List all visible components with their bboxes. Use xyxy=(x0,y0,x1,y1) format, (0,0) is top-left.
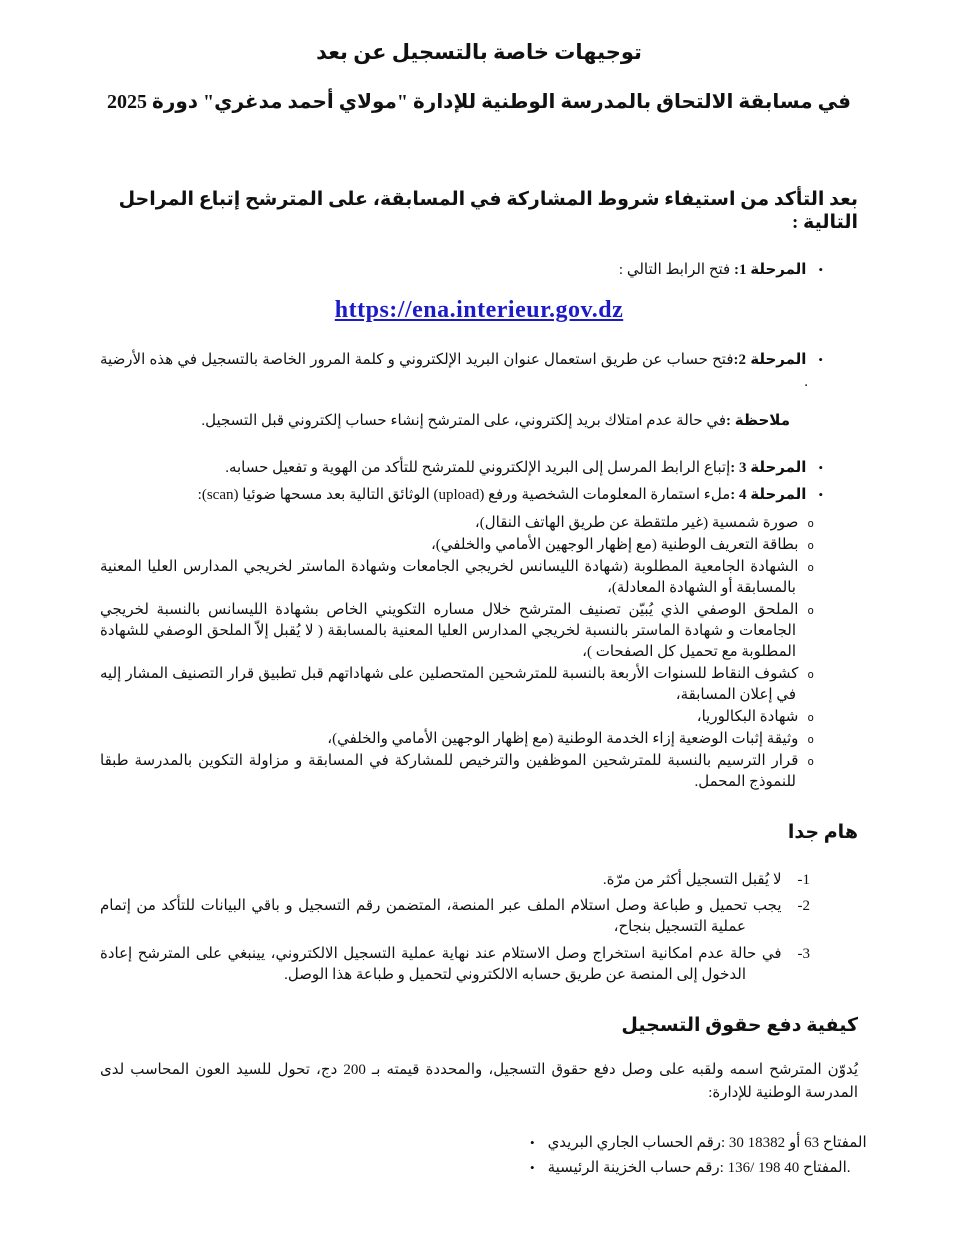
stage-4-label: المرحلة 4 : xyxy=(730,487,807,504)
document-item-degree xyxy=(100,557,814,599)
document-item-supplement xyxy=(100,600,814,663)
important-item-3 xyxy=(100,944,810,987)
stage-3-text: إتباع الرابط المرسل إلى البريد الإلكتروني للمترشح للتأكد من الهوية و تفعيل حسابه. xyxy=(225,460,731,477)
stage-2-item xyxy=(100,350,823,393)
document-item-national-service xyxy=(100,729,814,750)
document-item-text: كشوف النقاط للسنوات الأربعة بالنسبة للمترشحين المتحصلين على شهاداتهم قبل تطبيق قرار التصنيف المشار إليه في إعلان المسابقة، xyxy=(100,665,799,703)
important-item-text: في حالة عدم امكانية استخراج وصل الاستلام عند نهاية عملية التسجيل الالكتروني، يينبغي على المترشح إعادة الدخول إلى المنصة عن طريق حسابه الالكتروني لتحميل و طباعة هذا الوصل. xyxy=(100,945,782,983)
document-item-photo xyxy=(100,513,814,534)
list-number: 3- xyxy=(797,945,810,962)
stage-1-label: المرحلة 1: xyxy=(733,262,807,278)
documents-list xyxy=(100,513,814,793)
stages-list-2 xyxy=(100,350,823,393)
stage-4-text: ملء استمارة المعلومات الشخصية ورفع (upload) الوثائق التالية بعد مسحها ضوئيا (scan): xyxy=(197,487,731,504)
circle-bullet-icon: o xyxy=(807,732,814,746)
important-item-2 xyxy=(100,896,810,939)
circle-bullet-icon: o xyxy=(807,516,814,530)
stage-2-label: المرحلة 2: xyxy=(733,352,807,369)
document-item-text: الشهادة الجامعية المطلوبة (شهادة الليسانس لخريجي الجامعات وشهادة الماستر لخريجي المدارس العليا المعنية بالمسابقة أو الشهادة المعادلة)، xyxy=(100,558,799,596)
payment-heading: كيفية دفع حقوق التسجيل xyxy=(621,1015,858,1037)
bullet-icon: • xyxy=(530,1159,535,1175)
document-item-bac xyxy=(100,707,814,728)
stage-1-text: فتح الرابط التالي : xyxy=(618,262,734,278)
bullet-icon: • xyxy=(818,262,823,277)
account-item-treasury xyxy=(530,1157,858,1180)
note-text: في حالة عدم امتلاك بريد إلكتروني، على المترشح إنشاء حساب إلكتروني قبل التسجيل. xyxy=(201,412,727,429)
stage-2-text: فتح حساب عن طريق استعمال عنوان البريد الإلكتروني و كلمة المرور الخاصة بالتسجيل في هذه الأرضية . xyxy=(100,352,808,390)
payment-intro: يُدوّن المترشح اسمه ولقبه على وصل دفع حقوق التسجيل، والمحددة قيمته بـ 200 دج، تحول للسيد العون المحاسب لدى المدرسة الوطنية للإدارة: xyxy=(100,1062,858,1101)
bullet-icon: • xyxy=(818,352,823,368)
circle-bullet-icon: o xyxy=(807,603,814,617)
document-item-text: قرار الترسيم بالنسبة للمترشحين الموظفين والترخيص للمشاركة في المسابقة و مزاولة التكوين بالمدرسة طبقا للنموذج المحمل. xyxy=(100,752,799,790)
account-treasury-text: رقم حساب الخزينة الرئيسية:‎ 136/ 198 المفتاح 40. xyxy=(547,1159,851,1176)
doc-title-line1: توجيهات خاصة بالتسجيل عن بعد xyxy=(316,40,642,64)
stage-3-item xyxy=(100,458,823,479)
stages-list-3 xyxy=(100,458,823,507)
document-item-text: صورة شمسية (غير ملتقطة عن طريق الهاتف النقال)، xyxy=(474,514,799,531)
circle-bullet-icon: o xyxy=(807,538,814,552)
document-item-text: الملحق الوصفي الذي يُبيّن تصنيف المترشح خلال مساره التكويني الخاص بشهادة الليسانس بالنسبة لخريجي الجامعات و شهادة الماستر بالنسبة لخريجي المدارس العليا المعنية بالمسابقة ( لا يُقبل إلاّ الملحق الوصفي للشهادة المطلوبة مع تحميل كل الصفحات )، xyxy=(100,601,799,660)
document-item-id-card xyxy=(100,535,814,556)
stage-4-item xyxy=(100,485,823,506)
doc-title-line2: في مسابقة الالتحاق بالمدرسة الوطنية للإدارة "مولاي أحمد مدغري" دورة 2025 xyxy=(107,91,851,113)
accounts-list xyxy=(530,1132,867,1179)
document-item-text: بطاقة التعريف الوطنية (مع إظهار الوجهين الأمامي والخلفي)، xyxy=(430,536,799,553)
stages-list xyxy=(100,260,823,281)
circle-bullet-icon: o xyxy=(807,560,814,574)
important-item-text: يجب تحميل و طباعة وصل استلام الملف عبر المنصة، المتضمن رقم التسجيل و باقي البيانات للتأكد من إتمام عملية التسجيل بنجاح، xyxy=(100,898,782,936)
bullet-icon: • xyxy=(530,1135,535,1151)
list-number: 2- xyxy=(797,898,810,915)
stage-1-item xyxy=(100,260,823,281)
circle-bullet-icon: o xyxy=(807,667,814,681)
document-item-text: شهادة البكالوريا، xyxy=(696,708,799,725)
list-number: 1- xyxy=(797,871,810,888)
note-label: ملاحظة : xyxy=(726,412,790,429)
stage-3-label: المرحلة 3 : xyxy=(730,460,807,477)
document-item-transcripts xyxy=(100,664,814,706)
registration-link[interactable]: https://ena.interieur.gov.dz xyxy=(334,297,624,324)
important-list xyxy=(100,870,810,986)
account-postal-text: رقم الحساب الجاري البريدي:‎ 30 18382 المفتاح 63 أو xyxy=(547,1135,867,1152)
circle-bullet-icon: o xyxy=(807,754,814,768)
bullet-icon: • xyxy=(818,460,823,476)
intro-heading: بعد التأكد من استيفاء شروط المشاركة في المسابقة، على المترشح إتباع المراحل التالية : xyxy=(118,189,858,233)
bullet-icon: • xyxy=(818,487,823,503)
document-item-tenure-decision xyxy=(100,751,814,793)
document-item-text: وثيقة إثبات الوضعية إزاء الخدمة الوطنية (مع إظهار الوجهين الأمامي والخلفي)، xyxy=(327,730,799,747)
link-container xyxy=(100,297,858,324)
important-heading: هام جدا xyxy=(787,821,858,843)
circle-bullet-icon: o xyxy=(807,710,814,724)
important-item-1 xyxy=(100,870,810,891)
account-item-postal xyxy=(530,1132,867,1155)
note-line xyxy=(100,411,790,432)
important-item-text: لا يُقبل التسجيل أكثر من مرّة. xyxy=(602,871,782,888)
